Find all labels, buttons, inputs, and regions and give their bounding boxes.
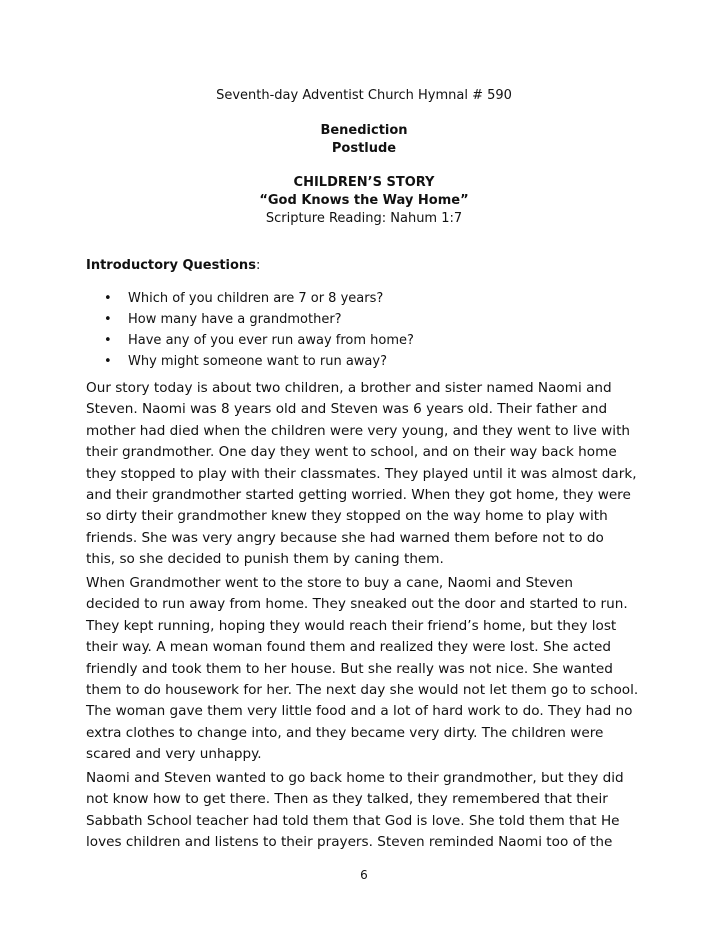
paragraph-line: decided to run away from home. They sneaked out the door and started to run. [86, 596, 628, 613]
paragraph-line: them to do housework for her. The next day she would not let them go to school. [86, 682, 639, 699]
intro-heading-colon: : [255, 258, 261, 273]
paragraph-line: and their grandmother started getting worried. When they got home, they were [86, 487, 631, 504]
question-text: Which of you children are 7 or 8 years? [128, 291, 384, 306]
paragraph-line: extra clothes to change into, and they became very dirty. The children were [86, 724, 604, 741]
paragraph-line: they stopped to play with their classmates. They played until it was almost dark, [86, 465, 637, 482]
paragraph-line: their way. A mean woman found them and realized they were lost. She acted [86, 639, 611, 656]
paragraph-line: not know how to get there. Then as they talked, they remembered that their [86, 791, 608, 808]
paragraph-line: friendly and took them to her house. But she really was not nice. She wanted [86, 660, 613, 677]
paragraph-line: loves children and listens to their prayers. Steven reminded Naomi too of the [86, 834, 613, 851]
paragraph-line: The woman gave them very little food and a lot of hard work to do. They had no [86, 703, 633, 720]
childrens-story-heading: CHILDREN’S STORY [293, 175, 435, 190]
introductory-questions-heading [86, 258, 260, 273]
paragraph-line: their grandmother. One day they went to school, and on their way back home [86, 444, 617, 461]
bullet-icon: • [104, 333, 112, 348]
story-paragraph-1 [86, 378, 646, 571]
paragraph-line: When Grandmother went to the store to buy a cane, Naomi and Steven [86, 575, 573, 591]
paragraph-line: scared and very unhappy. [86, 746, 262, 763]
paragraph-line: They kept running, hoping they would reach their friend’s home, but they lost [86, 617, 617, 634]
scripture-reading: Scripture Reading: Nahum 1:7 [265, 211, 463, 226]
hymnal-reference: Seventh-day Adventist Church Hymnal # 590 [216, 88, 512, 103]
postlude-heading: Postlude [331, 141, 397, 156]
list-item [86, 330, 414, 351]
paragraph-line: Sabbath School teacher had told them that God is love. She told them that He [86, 812, 620, 829]
question-list [86, 288, 414, 372]
paragraph-line: mother had died when the children were very young, and they went to live with [86, 422, 631, 439]
story-paragraph-2 [86, 573, 646, 766]
intro-heading-text: Introductory Questions [86, 258, 256, 273]
list-item [86, 288, 414, 309]
page-number: 6 [360, 868, 368, 882]
bullet-icon: • [104, 354, 112, 369]
question-text: How many have a grandmother? [128, 312, 342, 327]
paragraph-line: Naomi and Steven wanted to go back home to their grandmother, but they did [86, 770, 624, 786]
list-item [86, 351, 414, 372]
question-text: Have any of you ever run away from home? [128, 333, 414, 348]
paragraph-line: Steven. Naomi was 8 years old and Steven was 6 years old. Their father and [86, 401, 608, 418]
bullet-icon: • [104, 312, 112, 327]
question-text: Why might someone want to run away? [128, 354, 387, 369]
story-paragraph-3 [86, 768, 646, 854]
list-item [86, 309, 414, 330]
benediction-heading: Benediction [320, 123, 408, 138]
paragraph-line: so dirty their grandmother knew they stopped on the way home to play with [86, 508, 608, 525]
bullet-icon: • [104, 291, 112, 306]
story-title: “God Knows the Way Home” [259, 193, 469, 208]
paragraph-line: friends. She was very angry because she had warned them before not to do [86, 529, 604, 546]
paragraph-line: this, so she decided to punish them by caning them. [86, 551, 444, 568]
paragraph-line: Our story today is about two children, a brother and sister named Naomi and [86, 380, 612, 396]
